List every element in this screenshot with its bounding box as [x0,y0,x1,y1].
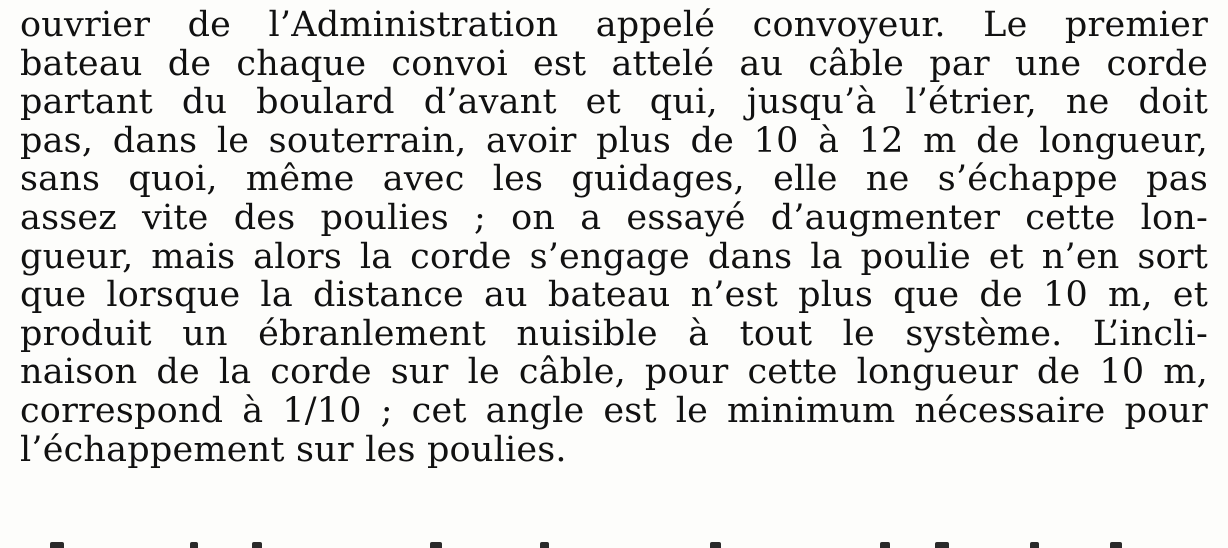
text-line-6: assez vite des poulies ; on a essayé d’augmenter cette lon- [20,198,1208,238]
text-line-9: produit un ébranlement nuisible à tout le système. L’incli- [20,314,1208,354]
glyph-fragment [1110,542,1122,548]
text-line-11: correspond à 1/10 ; cet angle est le minimum nécessaire pour [20,391,1208,431]
text-line-2: bateau de chaque convoi est attelé au câble par une corde [20,44,1208,84]
glyph-fragment [1030,542,1039,548]
text-line-5: sans quoi, même avec les guidages, elle ne s’échappe pas [20,160,1208,199]
glyph-fragment [935,542,949,548]
text-line-1: ouvrier de l’Administration appelé convoyeur. Le premier [20,6,1208,45]
paragraph [20,6,1208,469]
glyph-fragment [880,542,890,548]
text-line-3: partant du boulard d’avant et qui, jusqu’à l’étrier, ne doit [20,83,1208,122]
glyph-fragment [540,542,549,548]
glyph-fragment [50,542,64,548]
glyph-fragment [252,542,262,548]
glyph-fragment [430,542,442,548]
text-line-7: gueur, mais alors la corde s’engage dans la poulie et n’en sort [20,237,1208,277]
text-line-4: pas, dans le souterrain, avoir plus de 10 à 12 m de longueur, [20,121,1208,161]
text-line-12: l’échappement sur les poulies. [20,430,567,470]
glyph-fragment [190,542,198,548]
text-line-10: naison de la corde sur le câble, pour cette longueur de 10 m, [20,353,1208,392]
glyph-fragment [710,542,721,548]
text-line-8: que lorsque la distance au bateau n’est plus que de 10 m, et [20,276,1208,315]
cut-off-next-line [20,536,1208,548]
